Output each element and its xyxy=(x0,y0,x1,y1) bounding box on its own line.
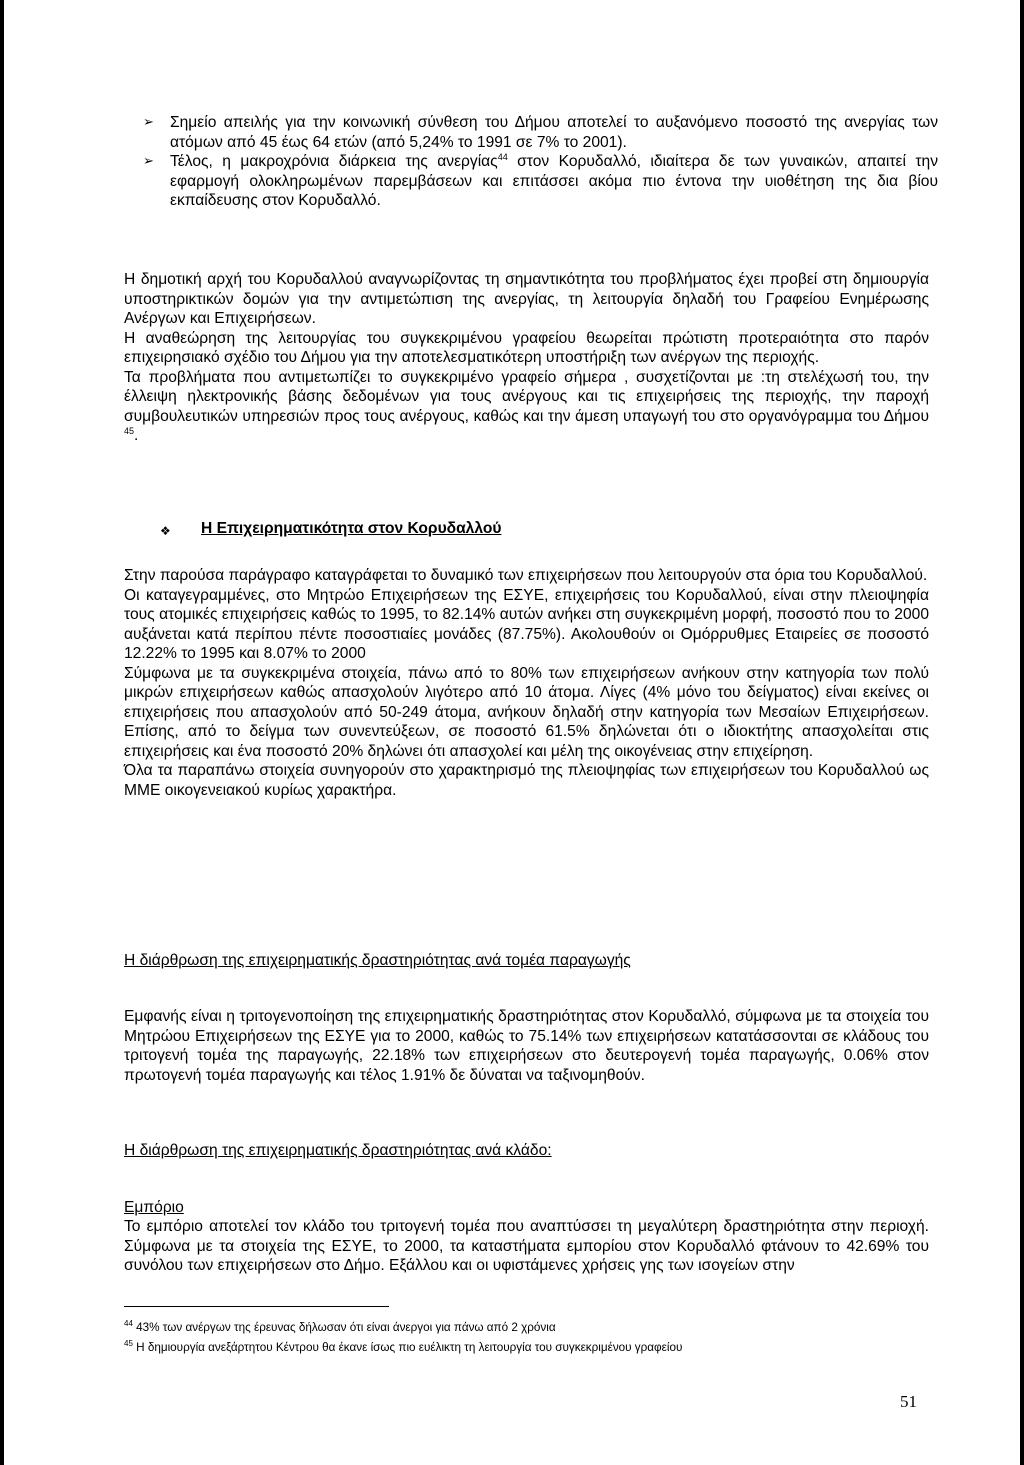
subsection-heading: Εμπόριο xyxy=(124,1199,184,1216)
section1-body xyxy=(124,566,929,800)
section-heading: Η διάρθρωση της επιχειρηματικής δραστηριότητας ανά κλάδο: xyxy=(124,1142,552,1159)
section2-body xyxy=(124,1007,929,1085)
section-heading: Η διάρθρωση της επιχειρηματικής δραστηριότητας ανά τομέα παραγωγής xyxy=(124,952,631,969)
diamond-bullet-icon: ❖ xyxy=(160,524,171,538)
arrow-bullet-icon: ➢ xyxy=(143,115,154,130)
paragraph: Στην παρούσα παράγραφο καταγράφεται το δυναμικό των επιχειρήσεων που λειτουργούν στα όρια του Κορυδαλλού. xyxy=(124,567,928,584)
paragraph-text: . xyxy=(134,427,139,444)
paragraph: Όλα τα παραπάνω στοιχεία συνηγορούν στο χαρακτηρισμό της πλειοψηφίας των επιχειρήσεων του Κορυδαλλού ως ΜΜΕ οικογενειακού κυρίως χαρακτήρα. xyxy=(124,762,929,799)
bullet-text: στον Κορυδαλλό, ιδιαίτερα δε των γυναικών, απαιτεί την εφαρμογή ολοκληρωμένων παρεμβάσεων και επιτάσσει ακόμα πιο έντονα την υιοθέτηση της δια βίου εκπαίδευσης στον Κορυδαλλό. xyxy=(170,153,938,209)
footnote-ref[interactable]: 44 xyxy=(497,152,508,162)
paragraph: Εμφανής είναι η τριτογενοποίηση της επιχειρηματικής δραστηριότητας στον Κορυδαλλό, σύμφωνα με τα στοιχεία του Μητρώου Επιχειρήσεων της ΕΣΥΕ για το 2000, καθώς το 75.14% των επιχειρήσεων κατατάσσονται σε κλάδους του τριτογενή τομέα της παραγωγής, 22.18% των επιχειρήσεων στο δευτερογενή τομέα παραγωγής, 0.06% στον πρωτογενή τομέα παραγωγής και τέλος 1.91% δε δύναται να ταξινομηθούν. xyxy=(124,1008,929,1084)
section3-body xyxy=(124,1217,929,1276)
footnote-number: 44 xyxy=(124,1319,133,1328)
footnote xyxy=(124,1318,924,1338)
paragraph: Το εμπόριο αποτελεί τον κλάδο του τριτογενή τομέα που αναπτύσσει τη μεγαλύτερη δραστηριότητα στην περιοχή. Σύμφωνα με τα στοιχεία της ΕΣΥΕ, το 2000, τα καταστήματα εμπορίου στον Κορυδαλλό φτάνουν το 42.69% του συνόλου των επιχειρήσεων στο Δήμο. Εξάλλου και οι υφιστάμενες χρήσεις γης των ισογείων στην xyxy=(124,1218,929,1274)
paragraph: Οι καταγεγραμμένες, στο Μητρώο Επιχειρήσεων της ΕΣΥΕ, επιχειρήσεις του Κορυδαλλού, είναι στην πλειοψηφία τους ατομικές επιχειρήσεις καθώς το 1995, το 82.14% αυτών ανήκει στη συγκεκριμένη μορφή, ποσοστό που το 2000 αυξάνεται κατά περίπου πέντε ποσοστιαίες μονάδες (87.75%). Ακολουθούν οι Ομόρρυθμες Εταιρείες σε ποσοστό 12.22% το 1995 και 8.07% το 2000 xyxy=(124,586,929,662)
footnote-number: 45 xyxy=(124,1339,133,1348)
bullet-text: Σημείο απειλής για την κοινωνική σύνθεση του Δήμου αποτελεί το αυξανόμενο ποσοστό της ανεργίας των ατόμων από 45 έως 64 ετών (από 5,24% το 1991 σε 7% το 2001). xyxy=(170,114,938,151)
bullet-item xyxy=(143,113,938,152)
footnote-text: 43% των ανέργων της έρευνας δήλωσαν ότι είναι άνεργοι για πάνω από 2 χρόνια xyxy=(136,1321,556,1334)
footnotes xyxy=(124,1318,924,1358)
paragraph: Η δημοτική αρχή του Κορυδαλλού αναγνωρίζοντας τη σημαντικότητα του προβλήματος έχει προβεί στη δημιουργία υποστηρικτικών δομών για την αντιμετώπιση της ανεργίας, τη λειτουργία δηλαδή του Γραφείου Ενημέρωσης Ανέργων και Επιχειρήσεων. xyxy=(124,271,929,327)
intro-section xyxy=(124,270,929,446)
page-number: 51 xyxy=(900,1392,917,1411)
bullet-item xyxy=(143,152,938,211)
paragraph xyxy=(124,368,929,446)
bullet-list xyxy=(143,113,938,211)
paragraph: Σύμφωνα με τα συγκεκριμένα στοιχεία, πάνω από το 80% των επιχειρήσεων ανήκουν στην κατηγορία των πολύ μικρών επιχειρήσεων καθώς απασχολούν λιγότερο από 10 άτομα. Λίγες (4% μόνο του δείγματος) είναι εκείνες οι επιχειρήσεις που απασχολούν από 50-249 άτομα, ανήκουν δηλαδή στην κατηγορία των Μεσαίων Επιχειρήσεων. Επίσης, από το δείγμα των συνεντεύξεων, σε ποσοστό 61.5% δηλώνεται ότι ο ιδιοκτήτης απασχολείται στις επιχειρήσεις και ένα ποσοστό 20% δηλώνει ότι απασχολεί και μέλη της οικογένειας στην επιχείρηση. xyxy=(124,664,929,760)
footnote xyxy=(124,1338,924,1358)
footnote-divider xyxy=(124,1306,389,1307)
arrow-bullet-icon: ➢ xyxy=(143,154,154,169)
document-page xyxy=(4,0,1020,1465)
bullet-text: Τέλος, η μακροχρόνια διάρκεια της ανεργίας xyxy=(170,153,498,170)
footnote-text: Η δημιουργία ανεξάρτητου Κέντρου θα έκανε ίσως πιο ευέλικτη τη λειτουργία του συγκεκριμένου γραφείου xyxy=(136,1341,683,1354)
paragraph: Η αναθεώρηση της λειτουργίας του συγκεκριμένου γραφείου θεωρείται πρώτιστη προτεραιότητα στο παρόν επιχειρησιακό σχέδιο του Δήμου για την αποτελεσματικότερη υποστήριξη των ανέργων της περιοχής. xyxy=(124,329,929,366)
paragraph-text: Τα προβλήματα που αντιμετωπίζει το συγκεκριμένο γραφείο σήμερα , συσχετίζονται με :τη στελέχωσή του, την έλλειψη ηλεκτρονικής βάσης δεδομένων για τους ανέργους και τις επιχειρήσεις της περιοχής, την παροχή συμβουλευτικών υπηρεσιών προς τους ανέργους, καθώς και την άμεση υπαγωγή του στο οργανόγραμμα του Δήμου xyxy=(124,368,929,425)
footnote-ref[interactable]: 45 xyxy=(124,426,135,436)
section-heading: Η Επιχειρηματικότητα στον Κορυδαλλού xyxy=(201,520,502,537)
